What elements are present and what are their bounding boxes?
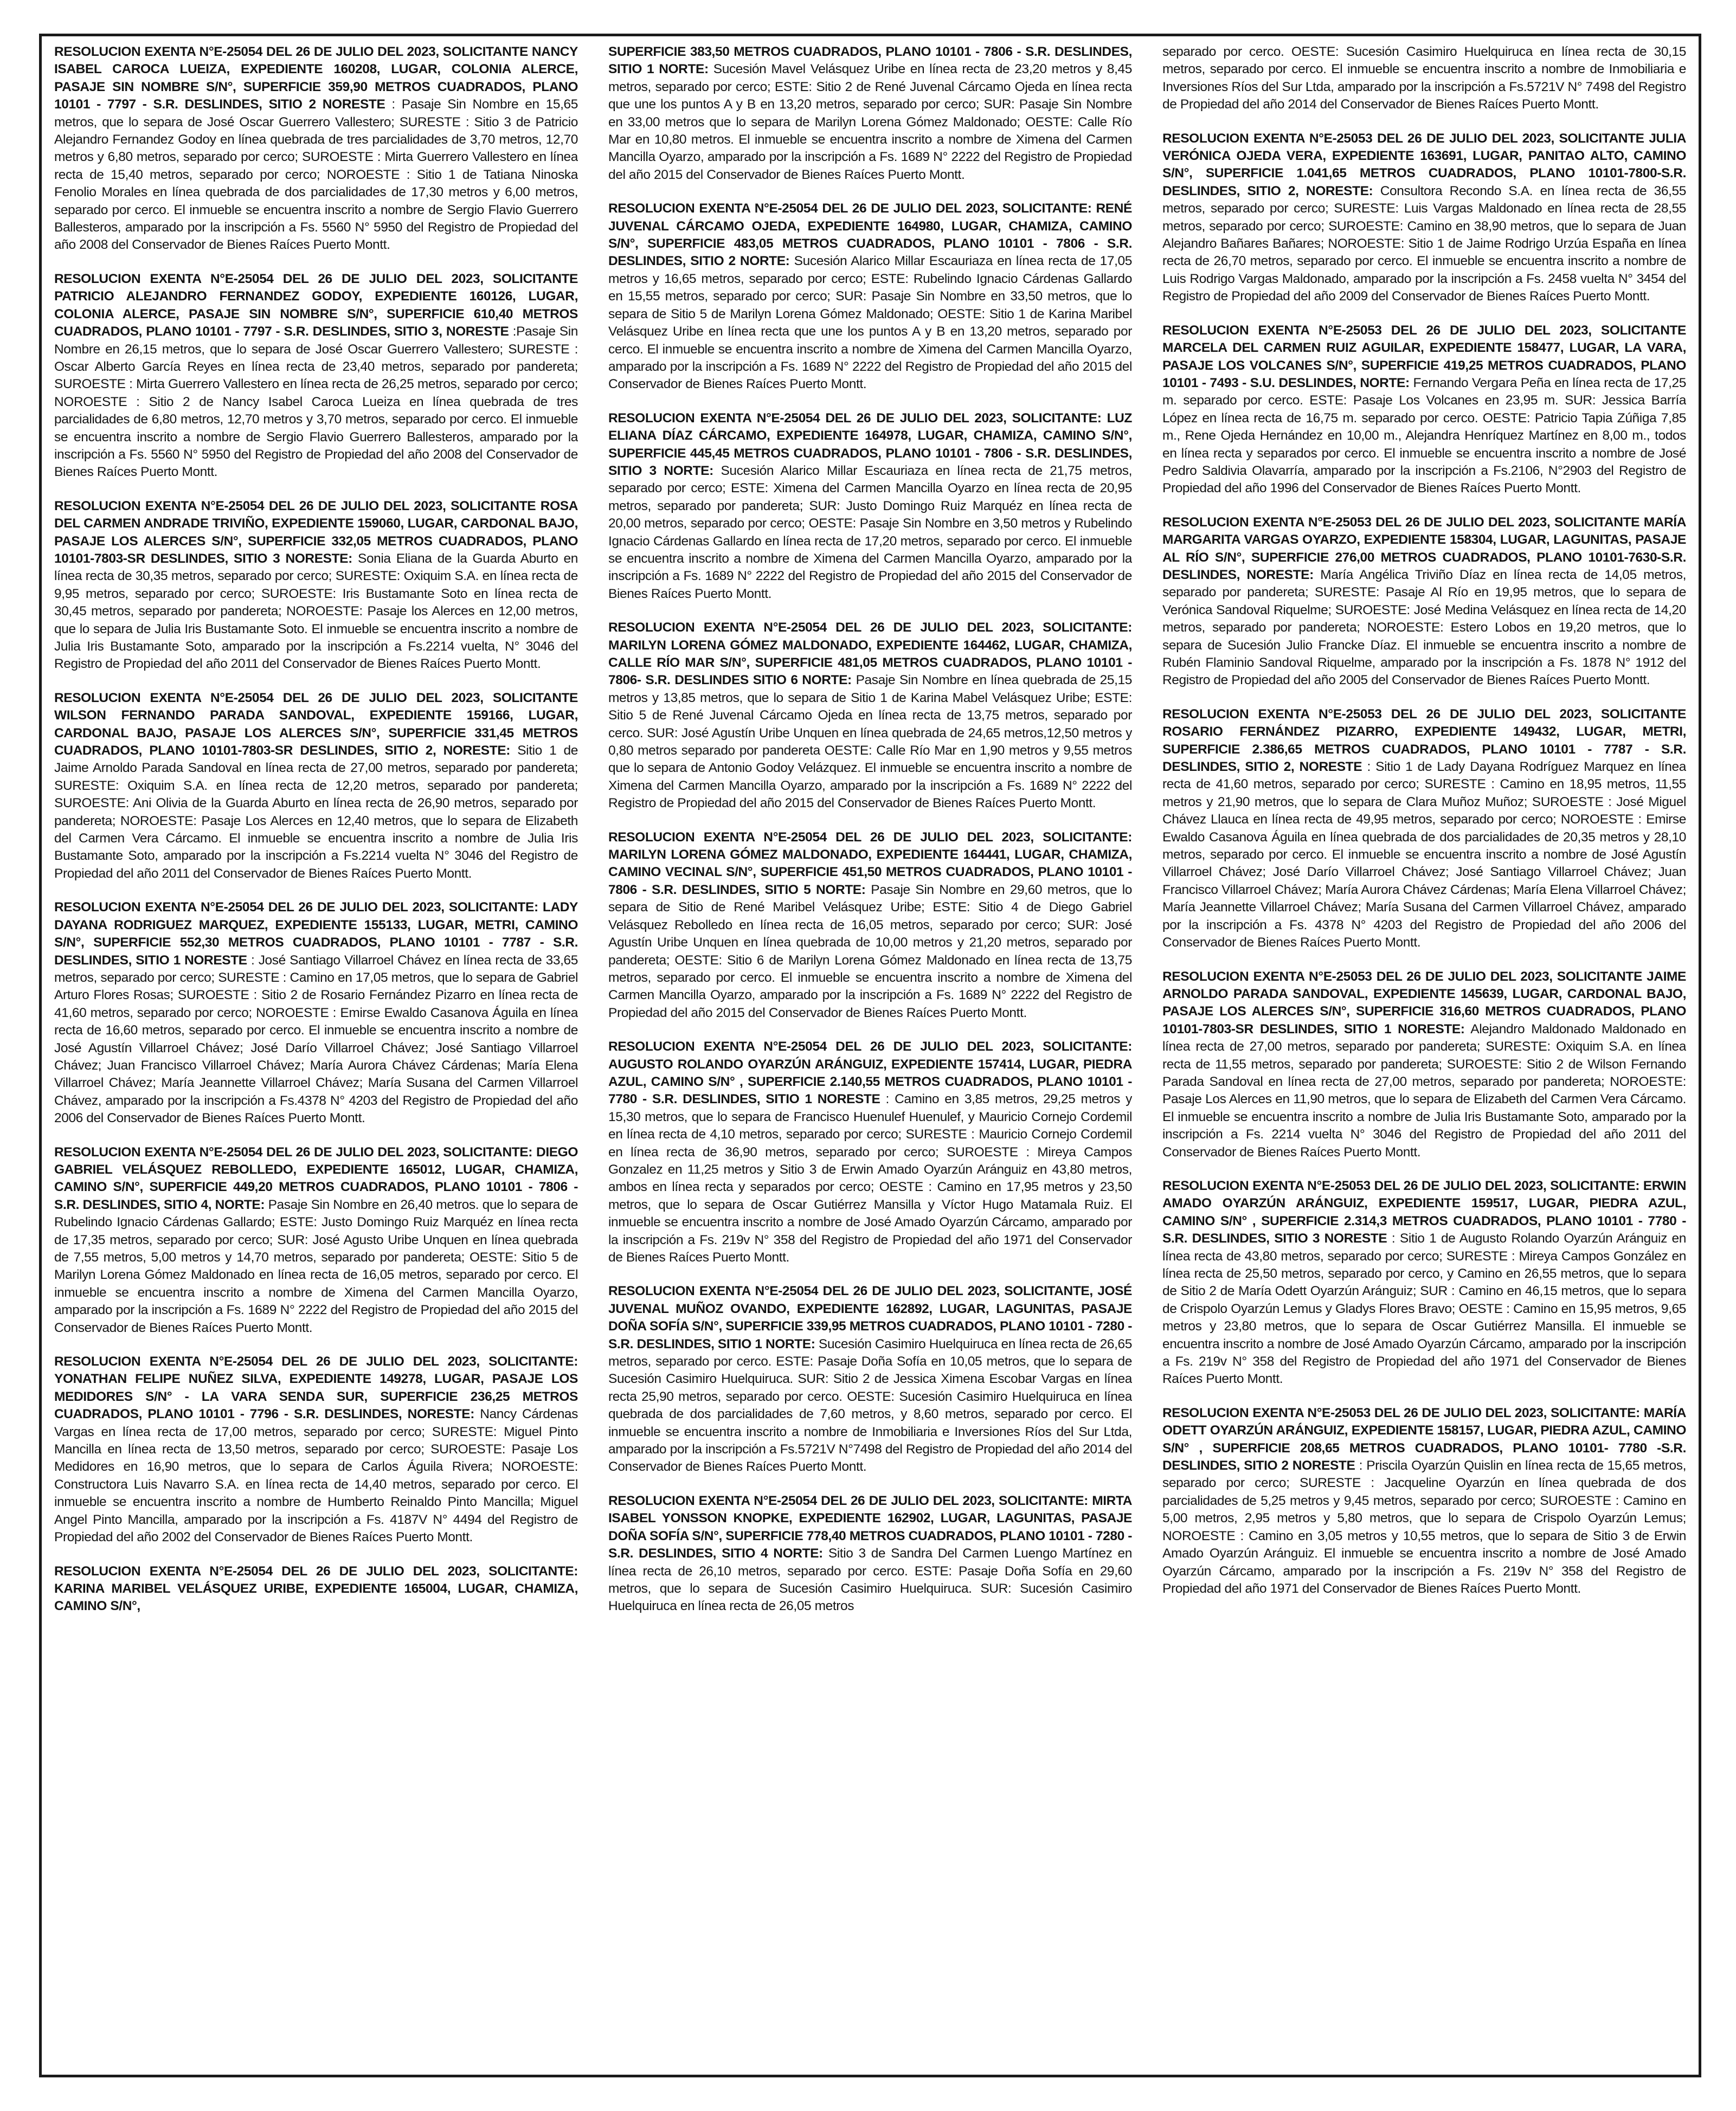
- notice-body: Fernando Vergara Peña en línea recta de 17,25 m. separado por cerco. ESTE: Pasaje Los Volcanes en 23,95 m. SUR: Jessica Barría López en línea recta de 16,75 m. separado por cerco. OESTE: Patricio Tapia Zúñiga 7,85 m., Rene Ojeda Hernández en 10,00 m., Alejandra Henríquez Martínez en 8,00 m., todos en línea recta y separados por cerco. El inmueble se encuentra inscrito a nombre de José Pedro Saldivia Olavarría, amparado por la inscripción a Fs.2106, N°2903 del Registro de Propiedad del año 1996 del Conservador de Bienes Raíces Puerto Montt.: [1162, 375, 1686, 496]
- notice-heading: RESOLUCION EXENTA N°E-25054 DEL 26 DE JULIO DEL 2023, SOLICITANTE PATRICIO ALEJANDRO FERNANDEZ GODOY, EXPEDIENTE 160126, LUGAR, COLONIA ALERCE, PASAJE SIN NOMBRE S/N°, SUPERFICIE 610,40 METROS CUADRADOS, PLANO 10101 - 7797 - S.R. DESLINDES, SITIO 3, NORESTE: [54, 271, 578, 339]
- notice-heading: RESOLUCION EXENTA N°E-25053 DEL 26 DE JULIO DEL 2023, SOLICITANTE: ERWIN AMADO OYARZÚN ARÁNGUIZ, EXPEDIENTE 159517, LUGAR, PIEDRA AZUL, CAMINO S/N° , SUPERFICIE 2.314,3 METROS CUADRADOS, PLANO 10101 - 7780 - S.R. DESLINDES, SITIO 3 NORESTE: [1162, 1178, 1686, 1246]
- notice-body: Pasaje Sin Nombre en 29,60 metros, que lo separa de Sitio de René Maribel Velásquez Uribe; ESTE: Sitio 4 de Diego Gabriel Velásquez Rebolledo en línea recta de 16,05 metros, separado por cerco; SUR: José Agustín Uribe Unquen en línea quebrada de 10,00 metros y 21,20 metros, separado por pandereta; OESTE: Sitio 6 de Marilyn Lorena Gómez Maldonado en línea recta de 13,75 metros, separado por cerco. El inmueble se encuentra inscrito a nombre de Ximena del Carmen Mancilla Oyarzo, amparado por la inscripción a Fs. 1689 N° 2222 del Registro de Propiedad del año 2015 del Conservador de Bienes Raíces Puerto Montt.: [608, 882, 1132, 1020]
- resolution-notice: [608, 43, 1132, 184]
- resolution-notice: [54, 43, 578, 254]
- notice-heading: RESOLUCION EXENTA N°E-25053 DEL 26 DE JULIO DEL 2023, SOLICITANTE JAIME ARNOLDO PARADA SANDOVAL, EXPEDIENTE 145639, LUGAR, CARDONAL BAJO, PASAJE LOS ALERCES S/N°, SUPERFICIE 316,60 METROS CUADRADOS, PLANO 10101-7803-SR DESLINDES, SITIO 1 NORESTE:: [1162, 969, 1686, 1037]
- resolution-notice: [1162, 968, 1686, 1161]
- notice-heading: RESOLUCION EXENTA N°E-25054 DEL 26 DE JULIO DEL 2023, SOLICITANTE NANCY ISABEL CAROCA LUEIZA, EXPEDIENTE 160208, LUGAR, COLONIA ALERCE, PASAJE SIN NOMBRE S/N°, SUPERFICIE 359,90 METROS CUADRADOS, PLANO 10101 - 7797 - S.R. DESLINDES, SITIO 2 NORESTE: [54, 44, 578, 112]
- notice-heading: RESOLUCION EXENTA N°E-25054 DEL 26 DE JULIO DEL 2023, SOLICITANTE: YONATHAN FELIPE NUÑEZ SILVA, EXPEDIENTE 149278, LUGAR, PASAJE LOS MEDIDORES S/N° - LA VARA SENDA SUR, SUPERFICIE 236,25 METROS CUADRADOS, PLANO 10101 - 7796 - S.R. DESLINDES, NORESTE:: [54, 1354, 578, 1422]
- resolution-notice: [608, 619, 1132, 812]
- resolution-notice: [1162, 706, 1686, 952]
- resolution-notice: [1162, 1177, 1686, 1388]
- notice-heading: RESOLUCION EXENTA N°E-25054 DEL 26 DE JULIO DEL 2023, SOLICITANTE: RENÉ JUVENAL CÁRCAMO OJEDA, EXPEDIENTE 164980, LUGAR, CHAMIZA, CAMINO S/N°, SUPERFICIE 483,05 METROS CUADRADOS, PLANO 10101 - 7806 - S.R. DESLINDES, SITIO 2 NORTE:: [608, 201, 1132, 269]
- text-column-3: [1162, 43, 1686, 2071]
- resolution-notice: [54, 1563, 578, 1616]
- notice-heading: RESOLUCION EXENTA N°E-25054 DEL 26 DE JULIO DEL 2023, SOLICITANTE: MARILYN LORENA GÓMEZ MALDONADO, EXPEDIENTE 164462, LUGAR, CHAMIZA, CALLE RÍO MAR S/N°, SUPERFICIE 481,05 METROS CUADRADOS, PLANO 10101 - 7806- S.R. DESLINDES SITIO 6 NORTE:: [608, 620, 1132, 688]
- resolution-notice: [1162, 322, 1686, 498]
- resolution-notice: [54, 1353, 578, 1546]
- notice-body: Sitio 3 de Sandra Del Carmen Luengo Martínez en línea recta de 26,10 metros, separado por cerco. ESTE: Pasaje Doña Sofía en 29,60 metros, que lo separa de Sucesión Casimiro Huelquiruca. SUR: Sucesión Casimiro Huelquiruca en línea recta de 26,05 metros: [608, 1546, 1132, 1614]
- notice-heading: RESOLUCION EXENTA N°E-25054 DEL 26 DE JULIO DEL 2023, SOLICITANTE: LUZ ELIANA DÍAZ CÁRCAMO, EXPEDIENTE 164978, LUGAR, CHAMIZA, CAMINO S/N°, SUPERFICIE 445,45 METROS CUADRADOS, PLANO 10101 - 7806 - S.R. DESLINDES, SITIO 3 NORTE:: [608, 410, 1132, 478]
- resolution-notice: [54, 498, 578, 673]
- notice-heading: RESOLUCION EXENTA N°E-25054 DEL 26 DE JULIO DEL 2023, SOLICITANTE: LADY DAYANA RODRIGUEZ MARQUEZ, EXPEDIENTE 155133, LUGAR, METRI, CAMINO S/N°, SUPERFICIE 552,30 METROS CUADRADOS, PLANO 10101 - 7787 - S.R. DESLINDES, SITIO 1 NORESTE: [54, 900, 578, 968]
- notice-body: Sucesión Alarico Millar Escauriaza en línea recta de 21,75 metros, separado por cerco; ESTE: Ximena del Carmen Mancilla Oyarzo en línea recta de 20,95 metros, separado por pandereta; SUR: Justo Domingo Ruiz Marquéz en línea recta de 20,00 metros, separado por cerco; OESTE: Pasaje Sin Nombre en 3,50 metros y Rubelindo Ignacio Cárdenas Gallardo en línea recta de 17,20 metros, separado por cerco. El inmueble se encuentra inscrito a nombre de Ximena del Carmen Mancilla Oyarzo, amparado por la inscripción a Fs. 1689 N° 2222 del Registro de Propiedad del año 2015 del Conservador de Bienes Raíces Puerto Montt.: [608, 463, 1132, 601]
- resolution-notice: [1162, 1405, 1686, 1598]
- notice-body: Pasaje Sin Nombre en línea quebrada de 25,15 metros y 13,85 metros, que lo separa de Sitio 1 de Karina Mabel Velásquez Uribe; ESTE: Sitio 5 de René Juvenal Cárcamo Ojeda en línea recta de 13,75 metros, separado por cerco. SUR: José Agustín Uribe Unquen en línea quebrada de 24,65 metros,12,50 metros y 0,80 metros separado por pandereta OESTE: Calle Río Mar en 1,90 metros y 9,55 metros que lo separa de Antonio Godoy Velázquez. El inmueble se encuentra inscrito a nombre de Ximena del Carmen Mancilla Oyarzo, amparado por la inscripción a Fs. 1689 N° 2222 del Registro de Propiedad del año 2015 del Conservador de Bienes Raíces Puerto Montt.: [608, 673, 1132, 811]
- notice-heading: RESOLUCION EXENTA N°E-25054 DEL 26 DE JULIO DEL 2023, SOLICITANTE: MARILYN LORENA GÓMEZ MALDONADO, EXPEDIENTE 164441, LUGAR, CHAMIZA, CAMINO VECINAL S/N°, SUPERFICIE 451,50 METROS CUADRADOS, PLANO 10101 - 7806 - S.R. DESLINDES, SITIO 5 NORTE:: [608, 829, 1132, 897]
- notice-body: Sonia Eliana de la Guarda Aburto en línea recta de 30,35 metros, separado por cerco; SURESTE: Oxiquim S.A. en línea recta de 9,95 metros, separado por cerco; SUROESTE: Iris Bustamante Soto en línea recta de 30,45 metros, separado por pandereta; NOROESTE: Pasaje los Alerces en 12,00 metros, que lo separa de Julia Iris Bustamante Soto. El inmueble se encuentra inscrito a nombre de Julia Iris Bustamante Soto, amparado por la inscripción a Fs.2214 vuelta, N° 3046 del Registro de Propiedad del año 2011 del Conservador de Bienes Raíces Puerto Montt.: [54, 551, 578, 672]
- notice-body: Sucesión Mavel Velásquez Uribe en línea recta de 23,20 metros y 8,45 metros, separado por cerco; ESTE: Sitio 2 de René Juvenal Cárcamo Ojeda en línea recta que une los puntos A y B en 13,20 metros, separado por cerco; SUR: Pasaje Sin Nombre en 33,00 metros que lo separa de Marilyn Lorena Gómez Maldonado; OESTE: Calle Río Mar en 10,80 metros. El inmueble se encuentra inscrito a nombre de Ximena del Carmen Mancilla Oyarzo, amparado por la inscripción a Fs. 1689 N° 2222 del Registro de Propiedad del año 2015 del Conservador de Bienes Raíces Puerto Montt.: [608, 62, 1132, 182]
- notice-body: Sucesión Alarico Millar Escauriaza en línea recta de 17,05 metros y 16,65 metros, separado por cerco; ESTE: Rubelindo Ignacio Cárdenas Gallardo en 15,55 metros, separado por cerco; SUR: Pasaje Sin Nombre en 33,50 metros, que lo separa de Sitio 5 de Marilyn Lorena Gómez Maldonado; OESTE: Sitio 1 de Karina Maribel Velásquez Uribe en línea recta que une los puntos A y B en 13,20 metros, separado por cerco. El inmueble se encuentra inscrito a nombre de Ximena del Carmen Mancilla Oyarzo, amparado por la inscripción a Fs. 1689 N° 2222 del Registro de Propiedad del año 2015 del Conservador de Bienes Raíces Puerto Montt.: [608, 254, 1132, 392]
- notice-body: : Sitio 1 de Lady Dayana Rodríguez Marquez en línea recta de 41,60 metros, separado por cerco; SURESTE : Camino en 18,95 metros, 11,55 metros y 21,90 metros, que lo separa de Clara Muñoz Muñoz; SUROESTE : José Miguel Chávez Llauca en línea recta de 49,95 metros, separado por cerco; NOROESTE : Emirse Ewaldo Casanova Águila en línea quebrada de dos parcialidades de 20,35 metros y 28,10 metros, separado por cerco. El inmueble se encuentra inscrito a nombre de José Agustín Villarroel Chávez; José Darío Villarroel Chávez; José Santiago Villarroel Chávez; Juan Francisco Villarroel Chávez; María Aurora Chávez Cárdenas; María Elena Villarroel Chávez; María Jeannette Villarroel Chávez; María Susana del Carmen Villarroel Chávez, amparado por la inscripción a Fs. 4378 N° 4203 del Registro de Propiedad del año 2006 del Conservador de Bienes Raíces Puerto Montt.: [1162, 760, 1686, 950]
- notice-heading: RESOLUCION EXENTA N°E-25054 DEL 26 DE JULIO DEL 2023, SOLICITANTE WILSON FERNANDO PARADA SANDOVAL, EXPEDIENTE 159166, LUGAR, CARDONAL BAJO, PASAJE LOS ALERCES S/N°, SUPERFICIE 331,45 METROS CUADRADOS, PLANO 10101-7803-SR DESLINDES, SITIO 2, NORESTE:: [54, 690, 578, 758]
- resolution-notice: [608, 1038, 1132, 1266]
- notice-heading: RESOLUCION EXENTA N°E-25053 DEL 26 DE JULIO DEL 2023, SOLICITANTE JULIA VERÓNICA OJEDA VERA, EXPEDIENTE 163691, LUGAR, PANITAO ALTO, CAMINO S/N°, SUPERFICIE 1.041,65 METROS CUADRADOS, PLANO 10101-7800-S.R. DESLINDES, SITIO 2, NORESTE:: [1162, 131, 1686, 198]
- resolution-notice: [1162, 514, 1686, 690]
- notice-body: separado por cerco. OESTE: Sucesión Casimiro Huelquiruca en línea recta de 30,15 metros, separado por cerco. El inmueble se encuentra inscrito a nombre de Inmobiliaria e Inversiones Ríos del Sur Ltda, amparado por la inscripción a Fs.5721V N° 7498 del Registro de Propiedad del año 2014 del Conservador de Bienes Raíces Puerto Montt.: [1162, 44, 1686, 112]
- notice-body: Consultora Recondo S.A. en línea recta de 36,55 metros, separado por cerco; SURESTE: Luis Vargas Maldonado en línea recta de 28,55 metros, separado por cerco; SUROESTE: Camino en 38,90 metros, que lo separa de Juan Alejandro Bañares Bañares; NOROESTE: Sitio 1 de Jaime Rodrigo Urzúa España en línea recta de 26,70 metros, separado por cerco. El inmueble se encuentra inscrito a nombre de Luis Rodrigo Vargas Maldonado, amparado por la inscripción a Fs. 2458 vuelta N° 3454 del Registro de Propiedad del año 2009 del Conservador de Bienes Raíces Puerto Montt.: [1162, 183, 1686, 304]
- notice-heading: RESOLUCION EXENTA N°E-25054 DEL 26 DE JULIO DEL 2023, SOLICITANTE, JOSÉ JUVENAL MUÑOZ OVANDO, EXPEDIENTE 162892, LUGAR, LAGUNITAS, PASAJE DOÑA SOFÍA S/N°, SUPERFICIE 339,95 METROS CUADRADOS, PLANO 10101 - 7280 - S.R. DESLINDES, SITIO 1 NORTE:: [608, 1284, 1132, 1351]
- notice-body: Nancy Cárdenas Vargas en línea recta de 17,00 metros, separado por cerco; SURESTE: Miguel Pinto Mancilla en línea recta de 13,50 metros, separado por cerco; SUROESTE: Pasaje Los Medidores en 16,90 metros, que lo separa de Carlos Águila Rivera; NOROESTE: Constructora Luis Navarro S.A. en línea recta de 14,40 metros, separado por cerco. El inmueble se encuentra inscrito a nombre de Humberto Reinaldo Pinto Mancilla; Miguel Angel Pinto Mancilla, amparado por la inscripción a Fs. 4187V N° 4494 del Registro de Propiedad del año 2002 del Conservador de Bienes Raíces Puerto Montt.: [54, 1407, 578, 1545]
- notice-body: : José Santiago Villarroel Chávez en línea recta de 33,65 metros, separado por cerco; SURESTE : Camino en 17,05 metros, que lo separa de Gabriel Arturo Flores Rosas; SUROESTE : Sitio 2 de Rosario Fernández Pizarro en línea recta de 41,60 metros, separado por cerco; NOROESTE : Emirse Ewaldo Casanova Águila en línea recta de 16,60 metros, separado por cerco. El inmueble se encuentra inscrito a nombre de José Agustín Villarroel Chávez; José Darío Villarroel Chávez; José Santiago Villarroel Chávez; Juan Francisco Villarroel Chávez; María Aurora Chávez Cárdenas; María Elena Villarroel Chávez; María Jeannette Villarroel Chávez; María Susana del Carmen Villarroel Chávez, amparado por la inscripción a Fs.4378 N° 4203 del Registro de Propiedad del año 2006 del Conservador de Bienes Raíces Puerto Montt.: [54, 952, 578, 1126]
- notice-heading: RESOLUCION EXENTA N°E-25053 DEL 26 DE JULIO DEL 2023, SOLICITANTE: MARÍA ODETT OYARZÚN ARÁNGUIZ, EXPEDIENTE 158157, LUGAR, PIEDRA AZUL, CAMINO S/N° , SUPERFICIE 208,65 METROS CUADRADOS, PLANO 10101- 7780 -S.R. DESLINDES, SITIO 2 NORESTE: [1162, 1405, 1686, 1473]
- resolution-notice: [608, 200, 1132, 393]
- notice-body: : Pasaje Sin Nombre en 15,65 metros, que lo separa de José Oscar Guerrero Vallestero; SURESTE : Sitio 3 de Patricio Alejandro Fernandez Godoy en línea quebrada de tres parcialidades de 3,70 metros, 12,70 metros y 6,80 metros, separado por cerco; SUROESTE : Mirta Guerrero Vallestero en línea recta de 15,40 metros, separado por cerco; NOROESTE : Sitio 1 de Tatiana Ninoska Fenolio Morales en línea quebrada de dos parcialidades de 17,30 metros y 6,00 metros, separado por cerco. El inmueble se encuentra inscrito a nombre de Sergio Flavio Guerrero Ballesteros, amparado por la inscripción a Fs. 5560 N° 5950 del Registro de Propiedad del año 2008 del Conservador de Bienes Raíces Puerto Montt.: [54, 97, 578, 253]
- notice-body: :Pasaje Sin Nombre en 26,15 metros, que lo separa de José Oscar Guerrero Vallestero; SURESTE : Oscar Alberto García Reyes en línea recta de 23,40 metros, separado por pandereta; SUROESTE : Mirta Guerrero Vallestero en línea recta de 26,25 metros, separado por cerco; NOROESTE : Sitio 2 de Nancy Isabel Caroca Lueiza en línea quebrada de tres parcialidades de 6,80 metros, 12,70 metros y 3,70 metros, separado por cerco. El inmueble se encuentra inscrito a nombre de Sergio Flavio Guerrero Ballesteros, amparado por la inscripción a Fs. 5560 N° 5950 del Registro de Propiedad del año 2008 del Conservador de Bienes Raíces Puerto Montt.: [54, 324, 578, 480]
- resolution-notice: [1162, 43, 1686, 114]
- notice-heading: RESOLUCION EXENTA N°E-25054 DEL 26 DE JULIO DEL 2023, SOLICITANTE: DIEGO GABRIEL VELÁSQUEZ REBOLLEDO, EXPEDIENTE 165012, LUGAR, CHAMIZA, CAMINO S/N°, SUPERFICIE 449,20 METROS CUADRADOS, PLANO 10101 - 7806 - S.R. DESLINDES, SITIO 4, NORTE:: [54, 1144, 578, 1212]
- resolution-notice: [54, 899, 578, 1127]
- notice-heading: RESOLUCION EXENTA N°E-25053 DEL 26 DE JULIO DEL 2023, SOLICITANTE MARCELA DEL CARMEN RUIZ AGUILAR, EXPEDIENTE 158477, LUGAR, LA VARA, PASAJE LOS VOLCANES S/N°, SUPERFICIE 419,25 METROS CUADRADOS, PLANO 10101 - 7493 - S.U. DESLINDES, NORTE:: [1162, 323, 1686, 390]
- text-column-2: [608, 43, 1132, 2071]
- notice-heading: RESOLUCION EXENTA N°E-25053 DEL 26 DE JULIO DEL 2023, SOLICITANTE MARÍA MARGARITA VARGAS OYARZO, EXPEDIENTE 158304, LUGAR, LAGUNITAS, PASAJE AL RÍO S/N°, SUPERFICIE 276,00 METROS CUADRADOS, PLANO 10101-7630-S.R. DESLINDES, NORESTE:: [1162, 514, 1686, 582]
- notice-body: Alejandro Maldonado Maldonado en línea recta de 27,00 metros, separado por pandereta; SURESTE: Oxiquim S.A. en línea recta de 11,55 metros, separado por pandereta; SUROESTE: Sitio 2 de Wilson Fernando Parada Sandoval en línea recta de 27,00 metros, separado por pandereta; NOROESTE: Pasaje Los Alerces en 11,90 metros, que lo separa de Elizabeth del Carmen Vera Cárcamo. El inmueble se encuentra inscrito a nombre de Julia Iris Bustamante Soto, amparado por la inscripción a Fs. 2214 vuelta N° 3046 del Registro de Propiedad del año 2011 del Conservador de Bienes Raíces Puerto Montt.: [1162, 1021, 1686, 1160]
- notice-heading: RESOLUCION EXENTA N°E-25054 DEL 26 DE JULIO DEL 2023, SOLICITANTE ROSA DEL CARMEN ANDRADE TRIVIÑO, EXPEDIENTE 159060, LUGAR, CARDONAL BAJO, PASAJE LOS ALERCES S/N°, SUPERFICIE 332,05 METROS CUADRADOS, PLANO 10101-7803-SR DESLINDES, SITIO 3 NORESTE:: [54, 498, 578, 566]
- resolution-notice: [608, 1283, 1132, 1476]
- notice-heading: RESOLUCION EXENTA N°E-25054 DEL 26 DE JULIO DEL 2023, SOLICITANTE: AUGUSTO ROLANDO OYARZÚN ARÁNGUIZ, EXPEDIENTE 157414, LUGAR, PIEDRA AZUL, CAMINO S/N° , SUPERFICIE 2.140,55 METROS CUADRADOS, PLANO 10101 - 7780 - S.R. DESLINDES, SITIO 1 NORESTE: [608, 1039, 1132, 1107]
- notice-body: Sitio 1 de Jaime Arnoldo Parada Sandoval en línea recta de 27,00 metros, separado por pandereta; SURESTE: Oxiquim S.A. en línea recta de 12,20 metros, separado por pandereta; SUROESTE: Ani Olivia de la Guarda Aburto en línea recta de 26,90 metros, separado por pandereta; NOROESTE: Pasaje Los Alerces en 12,40 metros, que lo separa de Elizabeth del Carmen Vera Cárcamo. El inmueble se encuentra inscrito a nombre de Julia Iris Bustamante Soto, amparado por la inscripción a Fs.2214 vuelta N° 3046 del Registro de Propiedad del año 2011 del Conservador de Bienes Raíces Puerto Montt.: [54, 743, 578, 881]
- notice-body: María Angélica Triviño Díaz en línea recta de 14,05 metros, separado por pandereta; SURESTE: Pasaje Al Río en 19,95 metros, que lo separa de Verónica Sandoval Riquelme; SUROESTE: José Medina Velásquez en línea recta de 14,20 metros, separado por pandereta; NOROESTE: Estero Lobos en 19,20 metros, que lo separa de Sucesión Julio Francke Díaz. El inmueble se encuentra inscrito a nombre de Rubén Flaminio Sandoval Riquelme, amparado por la inscripción a Fs. 1878 N° 1912 del Registro de Propiedad del año 2005 del Conservador de Bienes Raíces Puerto Montt.: [1162, 567, 1686, 688]
- notice-body: : Sitio 1 de Augusto Rolando Oyarzún Aránguiz en línea recta de 43,80 metros, separado por cerco; SURESTE : Mireya Campos González en línea recta de 25,50 metros, separado por cerco, y Camino en 26,55 metros, que lo separa de Sitio 2 de María Odett Oyarzún Aránguiz; SUR : Camino en 46,15 metros, que lo separa de Crispolo Oyarzún Lemus y Gladys Flores Bravo; OESTE : Camino en 15,95 metros, 9,65 metros y 23,80 metros, que lo separa de Oscar Gutiérrez Mansilla. El inmueble se encuentra inscrito a nombre de José Amado Oyarzún Cárcamo, amparado por la inscripción a Fs. 219v N° 358 del Registro de Propiedad del año 1971 del Conservador de Bienes Raíces Puerto Montt.: [1162, 1231, 1686, 1387]
- notice-heading: RESOLUCION EXENTA N°E-25054 DEL 26 DE JULIO DEL 2023, SOLICITANTE: MIRTA ISABEL YONSSON KNOPKE, EXPEDIENTE 162902, LUGAR, LAGUNITAS, PASAJE DOÑA SOFÍA S/N°, SUPERFICIE 778,40 METROS CUADRADOS, PLANO 10101 - 7280 - S.R. DESLINDES, SITIO 4 NORTE:: [608, 1493, 1132, 1561]
- notice-heading: RESOLUCION EXENTA N°E-25054 DEL 26 DE JULIO DEL 2023, SOLICITANTE: KARINA MARIBEL VELÁSQUEZ URIBE, EXPEDIENTE 165004, LUGAR, CHAMIZA, CAMINO S/N°,: [54, 1563, 578, 1614]
- notice-heading: RESOLUCION EXENTA N°E-25053 DEL 26 DE JULIO DEL 2023, SOLICITANTE ROSARIO FERNÁNDEZ PIZARRO, EXPEDIENTE 149432, LUGAR, METRI, SUPERFICIE 2.386,65 METROS CUADRADOS, PLANO 10101 - 7787 - S.R. DESLINDES, SITIO 2, NORESTE: [1162, 706, 1686, 775]
- resolution-notice: [54, 271, 578, 481]
- resolution-notice: [54, 690, 578, 883]
- resolution-notice: [608, 410, 1132, 603]
- resolution-notice: [54, 1144, 578, 1337]
- notice-body: : Camino en 3,85 metros, 29,25 metros y 15,30 metros, que lo separa de Francisco Huenulef Huenulef, y Mauricio Cornejo Cordemil en línea recta de 4,10 metros, separado por cerco; SURESTE : Mauricio Cornejo Cordemil en línea recta de 36,90 metros, separado por cerco; SUROESTE : Mireya Campos Gonzalez en 11,25 metros y Sitio 3 de Erwin Amado Oyarzún Aránguiz en 43,80 metros, ambos en línea recta y separados por cerco; OESTE : Camino en 17,95 metros y 23,50 metros, que lo separa de Oscar Gutiérrez Mansilla y Víctor Hugo Matamala Ruiz. El inmueble se encuentra inscrito a nombre de José Amado Oyarzún Cárcamo, amparado por la inscripción a Fs. 219v N° 358 del Registro de Propiedad del año 1971 del Conservador de Bienes Raíces Puerto Montt.: [608, 1092, 1132, 1265]
- resolution-notice: [1162, 130, 1686, 306]
- resolution-notice: [608, 829, 1132, 1022]
- notice-body: : Priscila Oyarzún Quislin en línea recta de 15,65 metros, separado por cerco; SURESTE : Jacqueline Oyarzún en línea quebrada de dos parcialidades de 5,25 metros y 9,45 metros, separado por cerco; SUROESTE : Camino en 5,00 metros, 2,95 metros y 5,80 metros, que lo separa de Crispolo Oyarzún Lemus; NOROESTE : Camino en 3,05 metros y 10,55 metros, que lo separa de Sitio 3 de Erwin Amado Oyarzún Aránguiz. El inmueble se encuentra inscrito a nombre de José Amado Oyarzún Cárcamo, amparado por la inscripción a Fs. 219v N° 358 del Registro de Propiedad del año 1971 del Conservador de Bienes Raíces Puerto Montt.: [1162, 1458, 1686, 1596]
- notice-body: Pasaje Sin Nombre en 26,40 metros. que lo separa de Rubelindo Ignacio Cárdenas Gallardo; ESTE: Justo Domingo Ruiz Marquéz en línea recta de 17,35 metros, separado por cerco; SUR: José Agusto Uribe Unquen en línea quebrada de 7,55 metros, 5,00 metros y 14,70 metros, separado por pandereta; OESTE: Sitio 5 de Marilyn Lorena Gómez Maldonado en línea recta de 16,05 metros, separado por cerco. El inmueble se encuentra inscrito a nombre de Ximena del Carmen Mancilla Oyarzo, amparado por la inscripción a Fs. 1689 N° 2222 del Registro de Propiedad del año 2015 del Conservador de Bienes Raíces Puerto Montt.: [54, 1197, 578, 1335]
- notice-body: Sucesión Casimiro Huelquiruca en línea recta de 26,65 metros, separado por cerco. ESTE: Pasaje Doña Sofía en 10,05 metros, que lo separa de Sucesión Casimiro Huelquiruca. SUR: Sitio 2 de Jessica Ximena Escobar Vargas en línea recta 25,90 metros, separado por cerco. OESTE: Sucesión Casimiro Huelquiruca en línea quebrada de dos parcialidades de 7,60 metros, y 8,60 metros, separado por cerco. El inmueble se encuentra inscrito a nombre de Inmobiliaria e Inversiones Ríos del Sur Ltda, amparado por la inscripción a Fs.5721V N°7498 del Registro de Propiedad del año 2014 del Conservador de Bienes Raíces Puerto Montt.: [608, 1336, 1132, 1475]
- notice-columns: [54, 43, 1686, 2071]
- resolution-notice: [608, 1492, 1132, 1616]
- notice-heading: SUPERFICIE 383,50 METROS CUADRADOS, PLANO 10101 - 7806 - S.R. DESLINDES, SITIO 1 NORTE:: [608, 44, 1132, 77]
- text-column-1: [54, 43, 578, 2071]
